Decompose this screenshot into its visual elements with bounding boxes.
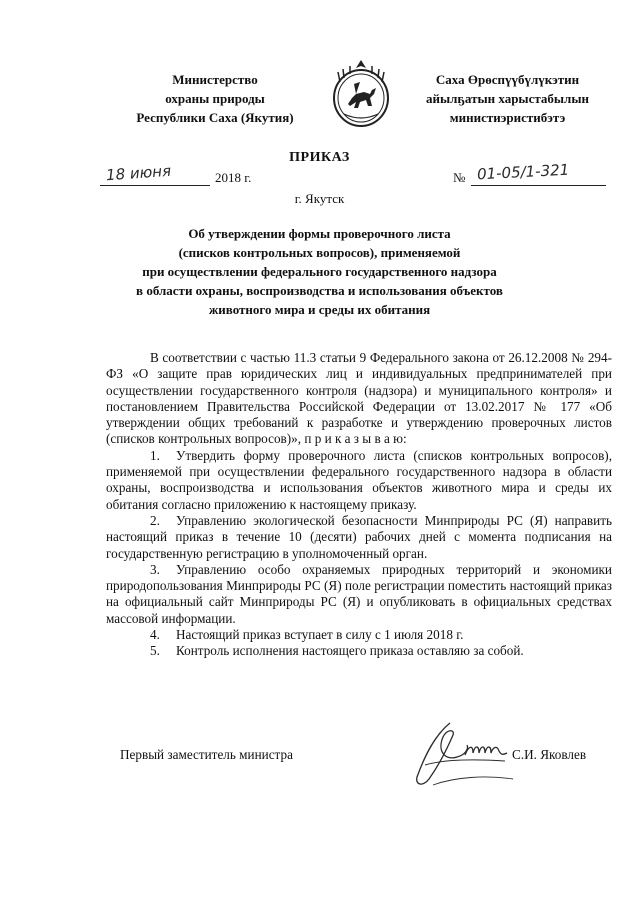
item-text: Управлению особо охраняемых природных территорий и экономики природопользования Минприроды РС (Я) поле регистрации поместить настоящий приказ на официальный сайт Минприроды РС (Я) и опубликовать в официальных средствах массовой информации.	[106, 561, 612, 626]
title-line-4: в области охраны, воспроизводства и использования объектов	[136, 283, 503, 298]
header-left-line-3: Республики Саха (Якутия)	[136, 110, 294, 125]
list-item	[106, 448, 612, 513]
number-handwritten: 01-05/1-321	[476, 160, 570, 184]
city: г. Якутск	[294, 191, 345, 206]
header-left-line-1: Министерство	[172, 72, 258, 87]
date-handwritten: 18 июня	[105, 161, 172, 185]
coat-of-arms-emblem	[330, 58, 392, 128]
item-text: Настоящий приказ вступает в силу с 1 июля 2018 г.	[176, 627, 464, 643]
signatory-name: С.И. Яковлев	[512, 747, 587, 762]
order-number-field	[453, 160, 608, 188]
document-type: ПРИКАЗ	[289, 150, 350, 165]
ministry-name-russian	[110, 70, 320, 127]
item-number: 1.	[150, 447, 160, 463]
item-number: 3.	[150, 561, 160, 577]
item-number: 4.	[150, 627, 160, 643]
handwritten-signature	[395, 715, 525, 795]
list-item	[106, 513, 612, 562]
title-line-3: при осуществлении федерального государственного надзора	[142, 264, 497, 279]
header-left-line-2: охраны природы	[165, 91, 265, 106]
list-item	[106, 643, 612, 659]
item-text: Контроль исполнения настоящего приказа оставляю за собой.	[176, 643, 524, 659]
document-body	[106, 350, 612, 660]
item-number: 2.	[150, 512, 160, 528]
list-item	[106, 627, 612, 643]
document-title	[50, 224, 589, 319]
date-underline	[100, 185, 210, 186]
title-line-5: животного мира и среды их обитания	[208, 302, 431, 317]
header-right-line-1: Саха Өрөспүүбүлүкэтин	[435, 72, 580, 87]
item-text: Управлению экологической безопасности Минприроды РС (Я) направить настоящий приказ в течение 10 (десяти) рабочих дней с момента подписания на государственную регистрацию в уполномоченный орган.	[106, 512, 612, 561]
title-line-1: Об утверждении формы проверочного листа	[188, 226, 451, 241]
date-field	[100, 161, 265, 188]
header-right-line-3: министиэристибэтэ	[449, 110, 566, 125]
date-year: 2018 г.	[215, 170, 252, 185]
header-right-line-2: айылҕатын харыстабылын	[426, 91, 589, 106]
item-number: 5.	[150, 643, 160, 659]
preamble: В соответствии с частью 11.3 статьи 9 Федерального закона от 26.12.2008 № 294-ФЗ «О защите прав юридических лиц и индивидуальных предпринимателей при осуществлении государственного контроля (надзора) и муниципального контроля» и постановлением Правительства Российской Федерации от 13.02.2017 № 177 «Об утверждении общих требований к разработке и утверждению проверочных листов (списков контрольных вопросов)», п р и к а з ы в а ю:	[106, 350, 612, 447]
signatory-position: Первый заместитель министра	[120, 747, 293, 762]
number-underline	[471, 185, 606, 186]
ministry-name-yakut	[400, 70, 615, 127]
number-sign: №	[453, 170, 466, 185]
title-line-2: (списков контрольных вопросов), применяемой	[178, 245, 461, 260]
list-item	[106, 562, 612, 627]
item-text: Утвердить форму проверочного листа (списков контрольных вопросов), применяемой при осуществлении федерального государственного надзора в области охраны, воспроизводства и использования объектов животного мира и среды их обитания согласно приложению к настоящему приказу.	[106, 447, 612, 512]
